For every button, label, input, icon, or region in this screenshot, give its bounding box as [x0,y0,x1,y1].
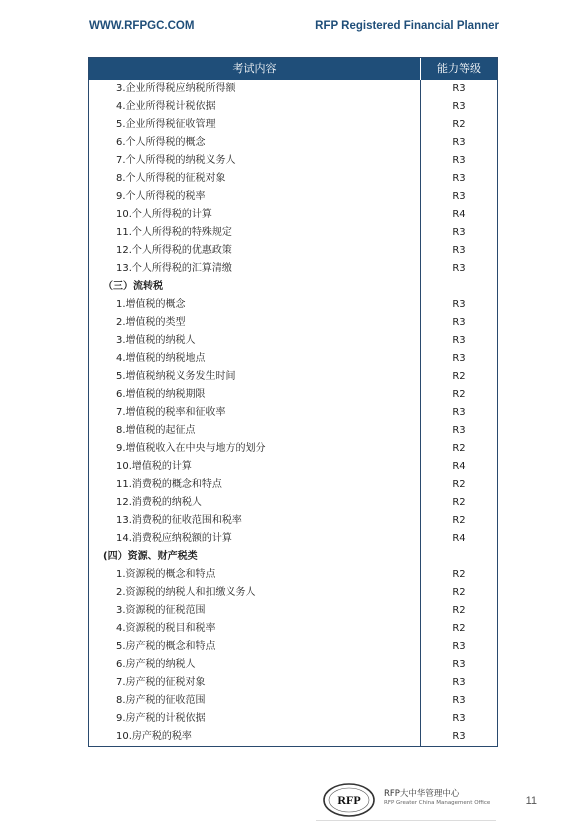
table-row [89,620,497,638]
exam-content-table [88,57,498,747]
table-row [89,440,497,458]
row-level: R3 [452,137,466,148]
row-level: R2 [452,623,466,634]
table-row [89,656,497,674]
table-row [89,134,497,152]
section-row [89,278,497,296]
table-row [89,368,497,386]
row-content: 13.消费税的征收范围和税率 [89,512,421,530]
row-content: 10.房产税的税率 [89,728,421,746]
row-content: 12.个人所得税的优惠政策 [89,242,421,260]
table-row [89,422,497,440]
org-name-cn: RFP大中华管理中心 [384,789,460,799]
table-row [89,386,497,404]
row-level: R3 [452,713,466,724]
row-level: R3 [452,659,466,670]
row-content: 11.个人所得税的特殊规定 [89,224,421,242]
table-row [89,404,497,422]
table-row [89,314,497,332]
table-row [89,584,497,602]
row-content: 10.增值税的计算 [89,458,421,476]
table-row [89,206,497,224]
table-row [89,350,497,368]
row-content: 4.企业所得税计税依据 [89,98,421,116]
row-content: 6.房产税的纳税人 [89,656,421,674]
table-row [89,152,497,170]
table-row [89,116,497,134]
row-level: R3 [452,641,466,652]
row-content: 9.房产税的计税依据 [89,710,421,728]
table-row [89,494,497,512]
row-content: 3.资源税的征税范围 [89,602,421,620]
row-level: R2 [452,443,466,454]
section-row [89,548,497,566]
row-level: R4 [452,533,466,544]
row-level: R2 [452,497,466,508]
row-content: 3.企业所得税应纳税所得额 [89,80,421,98]
row-level: R2 [452,389,466,400]
header-title: RFP Registered Financial Planner [315,20,499,32]
row-content: 2.增值税的类型 [89,314,421,332]
row-level: R3 [452,425,466,436]
row-level: R3 [452,83,466,94]
row-level: R2 [452,605,466,616]
row-level: R2 [452,479,466,490]
row-level: R2 [452,569,466,580]
table-row [89,296,497,314]
table-row [89,80,497,98]
row-content: 7.房产税的征税对象 [89,674,421,692]
page-number: 11 [525,795,537,807]
rfp-logo-icon [322,782,376,818]
row-content: 10.个人所得税的计算 [89,206,421,224]
row-level: R2 [452,119,466,130]
table-row [89,458,497,476]
row-content: 4.增值税的纳税地点 [89,350,421,368]
table-row [89,476,497,494]
row-level: R3 [452,191,466,202]
row-level [421,548,497,566]
table-row [89,638,497,656]
row-level: R4 [452,461,466,472]
row-level: R3 [452,101,466,112]
table-row [89,674,497,692]
row-level: R3 [452,695,466,706]
row-level: R3 [452,173,466,184]
table-row [89,710,497,728]
row-level: R3 [452,317,466,328]
site-url: WWW.RFPGC.COM [89,20,195,32]
row-content: 7.增值税的税率和征收率 [89,404,421,422]
row-content: 1.增值税的概念 [89,296,421,314]
table-row [89,242,497,260]
row-level [421,278,497,296]
table-row [89,332,497,350]
row-content: 6.增值税的纳税期限 [89,386,421,404]
logo-text: RFP [337,793,361,807]
table-row [89,98,497,116]
row-content: 3.增值税的纳税人 [89,332,421,350]
row-level: R3 [452,299,466,310]
row-level: R3 [452,407,466,418]
column-header-level: 能力等级 [437,62,481,75]
row-content: 11.消费税的概念和特点 [89,476,421,494]
row-level: R3 [452,335,466,346]
row-level: R3 [452,677,466,688]
row-content: 9.个人所得税的税率 [89,188,421,206]
row-content: （三）流转税 [89,278,421,296]
row-content: 2.资源税的纳税人和扣缴义务人 [89,584,421,602]
table-row [89,260,497,278]
row-level: R3 [452,263,466,274]
column-header-content: 考试内容 [89,58,421,80]
row-content: 1.资源税的概念和特点 [89,566,421,584]
row-content: 8.房产税的征收范围 [89,692,421,710]
row-level: R3 [452,155,466,166]
row-level: R2 [452,371,466,382]
org-name-en: RFP Greater China Management Office [384,800,491,806]
table-row [89,188,497,206]
table-row [89,566,497,584]
row-content: 8.个人所得税的征税对象 [89,170,421,188]
table-body [89,80,497,746]
table-row [89,224,497,242]
row-content: 13.个人所得税的汇算清缴 [89,260,421,278]
table-header [89,58,497,80]
row-content: 5.增值税纳税义务发生时间 [89,368,421,386]
table-row [89,512,497,530]
row-level: R3 [452,731,466,742]
row-content: 7.个人所得税的纳税义务人 [89,152,421,170]
row-content: 5.房产税的概念和特点 [89,638,421,656]
table-row [89,530,497,548]
row-content: 5.企业所得税征收管理 [89,116,421,134]
row-level: R3 [452,227,466,238]
row-content: 6.个人所得税的概念 [89,134,421,152]
table-row [89,692,497,710]
row-content: 9.增值税收入在中央与地方的划分 [89,440,421,458]
row-level: R3 [452,245,466,256]
row-level: R3 [452,353,466,364]
row-level: R4 [452,209,466,220]
row-content: 4.资源税的税目和税率 [89,620,421,638]
row-content: 8.增值税的起征点 [89,422,421,440]
row-level: R2 [452,515,466,526]
row-content: (四）资源、财产税类 [89,548,421,566]
table-row [89,170,497,188]
row-content: 14.消费税应纳税额的计算 [89,530,421,548]
table-row [89,728,497,746]
table-row [89,602,497,620]
row-level: R2 [452,587,466,598]
footer-divider [316,820,496,821]
row-content: 12.消费税的纳税人 [89,494,421,512]
